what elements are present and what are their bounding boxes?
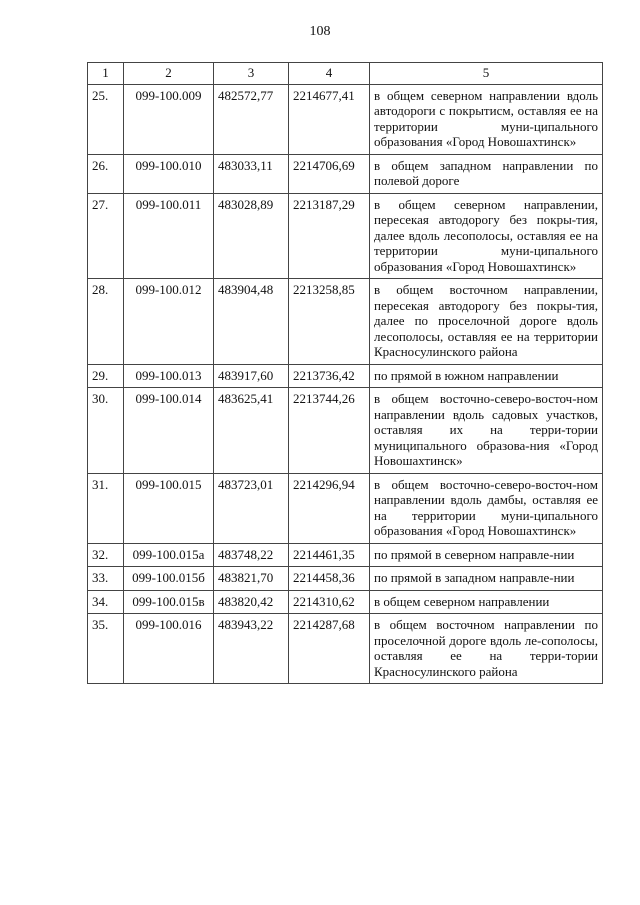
boundary-description: в общем восточно-северо-восточ-ном направлении вдоль садовых участков, оставляя их на терри-тории муниципального образова-ния «Город Новошахтинск»: [370, 388, 603, 474]
header-cell: 4: [289, 63, 370, 85]
x-coordinate: 483917,60: [214, 364, 289, 388]
point-code: 099-100.015а: [124, 543, 214, 567]
y-coordinate: 2214458,36: [289, 567, 370, 591]
table-row: [88, 364, 603, 388]
row-number: 30.: [88, 388, 124, 474]
y-coordinate: 2213187,29: [289, 193, 370, 279]
x-coordinate: 483820,42: [214, 590, 289, 614]
point-code: 099-100.015в: [124, 590, 214, 614]
header-cell: 3: [214, 63, 289, 85]
row-number: 28.: [88, 279, 124, 365]
x-coordinate: 483748,22: [214, 543, 289, 567]
header-cell: 2: [124, 63, 214, 85]
x-coordinate: 483943,22: [214, 614, 289, 684]
header-cell: 5: [370, 63, 603, 85]
row-number: 32.: [88, 543, 124, 567]
table-row: [88, 567, 603, 591]
point-code: 099-100.016: [124, 614, 214, 684]
table-row: [88, 473, 603, 543]
y-coordinate: 2214677,41: [289, 84, 370, 154]
x-coordinate: 483821,70: [214, 567, 289, 591]
header-cell: 1: [88, 63, 124, 85]
point-code: 099-100.009: [124, 84, 214, 154]
y-coordinate: 2214287,68: [289, 614, 370, 684]
boundary-description: в общем восточно-северо-восточ-ном направлении вдоль дамбы, оставляя ее на территории муни-ципального образования «Город Новошахтинск»: [370, 473, 603, 543]
table-header-row: [88, 63, 603, 85]
page-number: 108: [309, 24, 331, 39]
x-coordinate: 483028,89: [214, 193, 289, 279]
table-row: [88, 614, 603, 684]
x-coordinate: 482572,77: [214, 84, 289, 154]
row-number: 29.: [88, 364, 124, 388]
row-number: 26.: [88, 154, 124, 193]
point-code: 099-100.014: [124, 388, 214, 474]
table-row: [88, 590, 603, 614]
row-number: 25.: [88, 84, 124, 154]
row-number: 27.: [88, 193, 124, 279]
boundary-description: в общем западном направлении по полевой дороге: [370, 154, 603, 193]
table-row: [88, 154, 603, 193]
y-coordinate: 2213736,42: [289, 364, 370, 388]
boundary-description: по прямой в западном направле-нии: [370, 567, 603, 591]
boundary-description: по прямой в южном направлении: [370, 364, 603, 388]
x-coordinate: 483723,01: [214, 473, 289, 543]
boundary-description: по прямой в северном направле-нии: [370, 543, 603, 567]
row-number: 31.: [88, 473, 124, 543]
point-code: 099-100.015б: [124, 567, 214, 591]
table-row: [88, 279, 603, 365]
point-code: 099-100.012: [124, 279, 214, 365]
point-code: 099-100.013: [124, 364, 214, 388]
y-coordinate: 2214706,69: [289, 154, 370, 193]
boundary-points-table: [87, 62, 603, 684]
y-coordinate: 2213744,26: [289, 388, 370, 474]
point-code: 099-100.010: [124, 154, 214, 193]
table-row: [88, 193, 603, 279]
x-coordinate: 483904,48: [214, 279, 289, 365]
y-coordinate: 2214461,35: [289, 543, 370, 567]
row-number: 33.: [88, 567, 124, 591]
x-coordinate: 483625,41: [214, 388, 289, 474]
boundary-description: в общем восточном направлении по проселочной дороге вдоль ле-сополосы, оставляя ее на терри-тории Красносулинского района: [370, 614, 603, 684]
boundary-description: в общем северном направлении вдоль автодороги с покрытисм, оставляя ее на территории муни-ципального образования «Город Новошахтинск»: [370, 84, 603, 154]
table-row: [88, 543, 603, 567]
point-code: 099-100.015: [124, 473, 214, 543]
table-row: [88, 388, 603, 474]
table-row: [88, 84, 603, 154]
y-coordinate: 2213258,85: [289, 279, 370, 365]
row-number: 35.: [88, 614, 124, 684]
boundary-description: в общем северном направлении, пересекая автодорогу без покры-тия, далее вдоль лесополосы, оставляя ее на территории муни-ципального образования «Город Новошахтинск»: [370, 193, 603, 279]
boundary-description: в общем северном направлении: [370, 590, 603, 614]
x-coordinate: 483033,11: [214, 154, 289, 193]
boundary-description: в общем восточном направлении, пересекая автодорогу без покры-тия, далее по проселочной дороге вдоль лесополосы, оставляя ее на территории Красносулинского района: [370, 279, 603, 365]
y-coordinate: 2214310,62: [289, 590, 370, 614]
row-number: 34.: [88, 590, 124, 614]
y-coordinate: 2214296,94: [289, 473, 370, 543]
point-code: 099-100.011: [124, 193, 214, 279]
